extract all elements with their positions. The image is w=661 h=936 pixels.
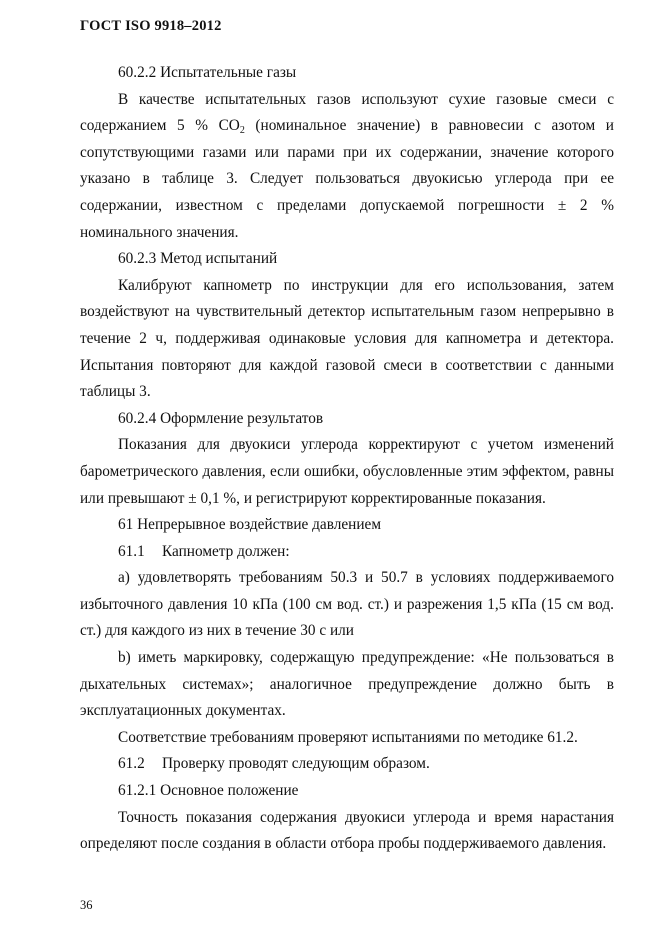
section-heading-60-2-2: 60.2.2 Испытательные газы — [118, 64, 297, 81]
document-body — [80, 60, 614, 858]
paragraph-test-method: Калибруют капнометр по инструкции для его использования, затем воздействуют на чувствительный детектор испытательным газом непрерывно в течение 2 ч, поддерживая одинаковые условия для капнометра и детектора. Испытания повторяют для каждой газовой смеси в соответствии с данными таблицы 3. — [80, 276, 614, 401]
section-heading-60-2-3: 60.2.3 Метод испытаний — [118, 250, 278, 268]
paragraph-basic-provision: Точность показания содержания двуокиси углерода и время нарастания определяют после создания в области отбора пробы поддерживаемого давления. — [80, 808, 614, 853]
paragraph-test-gases — [80, 87, 614, 247]
paragraph-text: (номинальное значение) в равновесии с азотом и сопутствующими газами или парами при их содержании, значение которого указано в таблице 3. Следует пользоваться двуокисью углерода при ее содержании, известном с пределами допускаемой погрешности ± 2 % номинального значения. — [80, 117, 614, 241]
section-heading-60-2-4: 60.2.4 Оформление результатов — [118, 409, 324, 427]
page-number: 36 — [80, 898, 93, 912]
clause-61-1 — [80, 539, 614, 566]
list-item-a: a) удовлетворять требованиям 50.3 и 50.7 в условиях поддерживаемого избыточного давления 10 кПа (100 см вод. ст.) и разрежения 1,5 кПа (15 см вод. ст.) для каждого из них в течение 30 с или — [80, 569, 614, 640]
paragraph-results: Показания для двуокиси углерода корректируют с учетом изменений барометрического давления, если ошибки, обусловленные этим эффектом, равны или превышают ± 0,1 %, и регистрируют корректированные показания. — [80, 436, 614, 507]
section-heading-61-2-1: 61.2.1 Основное положение — [118, 782, 299, 800]
clause-number: 61.2 — [118, 755, 145, 773]
paragraph-text: В качестве испытательных газов используют сухие газовые смеси с содержанием 5 % CO — [80, 90, 614, 135]
paragraph-compliance: Соответствие требованиям проверяют испытаниями по методике 61.2. — [118, 728, 578, 746]
clause-number: 61.1 — [118, 542, 145, 560]
clause-text: Проверку проводят следующим образом. — [162, 755, 430, 773]
section-heading-61: 61 Непрерывное воздействие давлением — [118, 516, 382, 534]
clause-text: Капнометр должен: — [162, 542, 290, 560]
document-header: ГОСТ ISO 9918–2012 — [80, 18, 222, 34]
subscript: 2 — [239, 125, 245, 137]
list-item-b: b) иметь маркировку, содержащую предупреждение: «Не пользоваться в дыхательных системах»; аналогичное предупреждение должно быть в эксплуатационных документах. — [80, 649, 614, 720]
clause-61-2 — [80, 751, 614, 778]
